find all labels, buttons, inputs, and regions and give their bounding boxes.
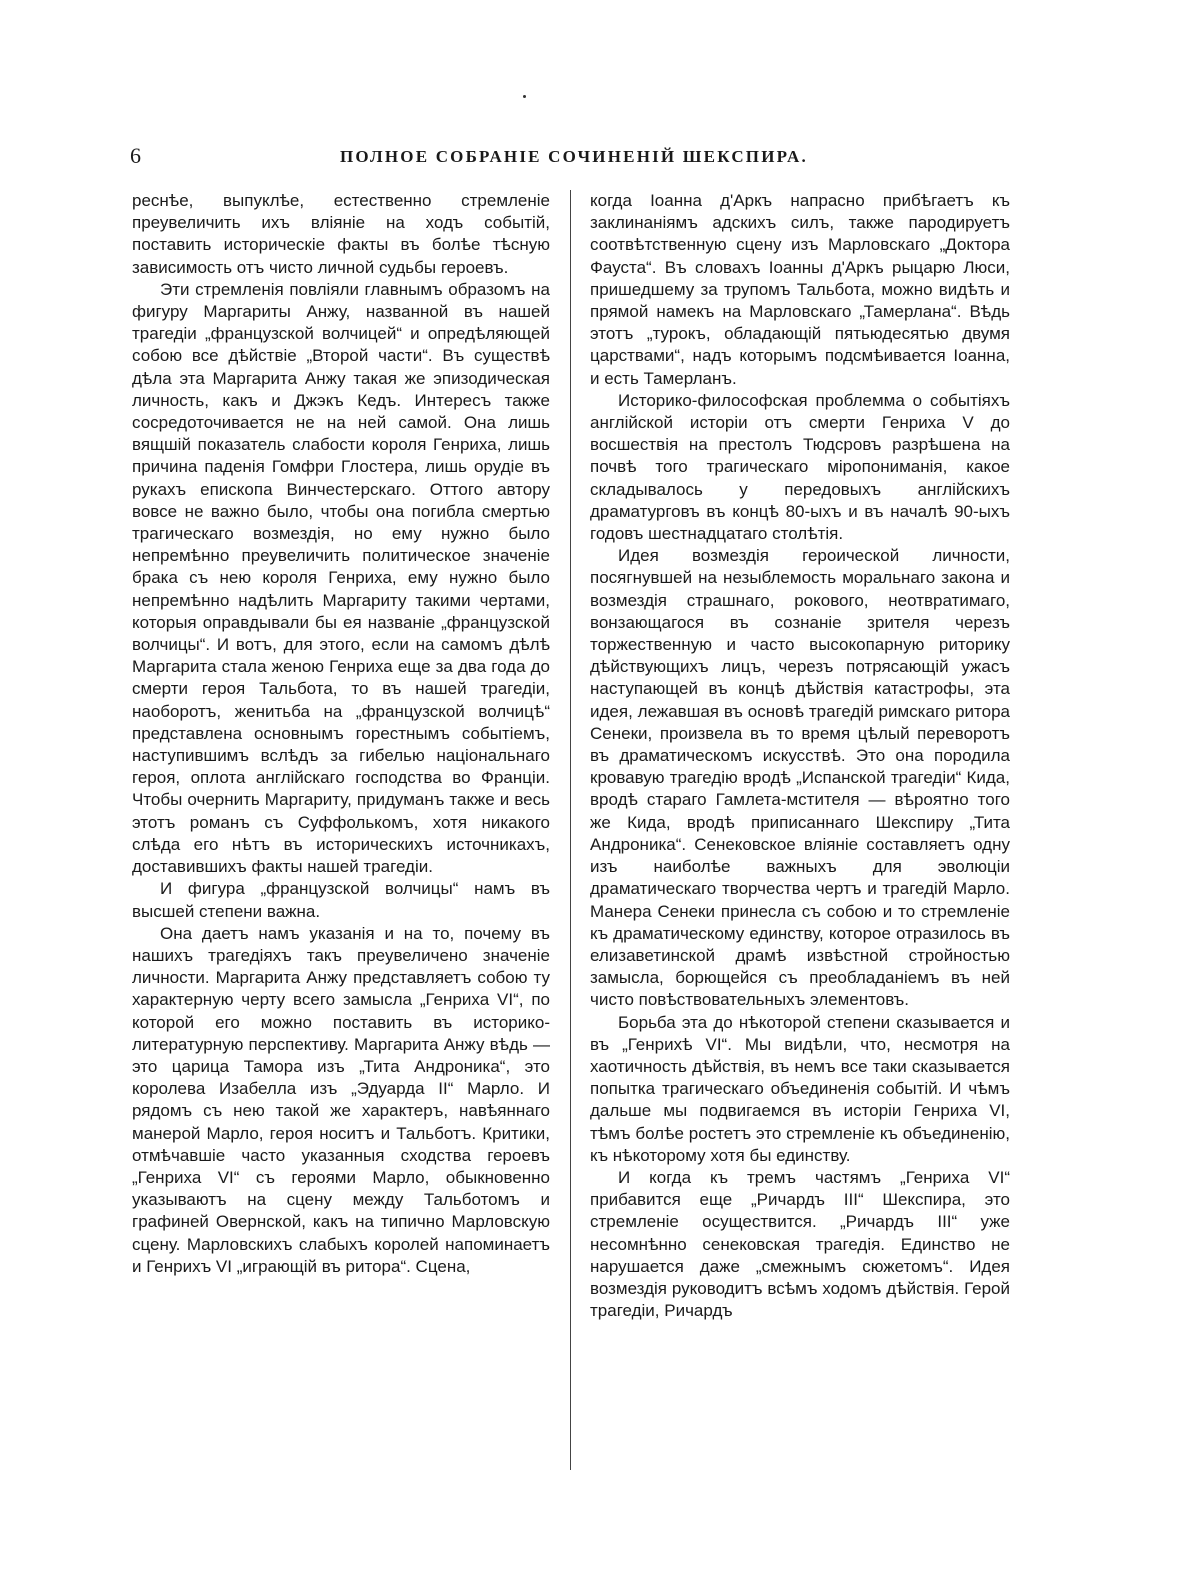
- paragraph: И фигура „французской волчицы“ намъ въ высшей степени важна.: [132, 879, 550, 921]
- left-column: [132, 190, 550, 1490]
- print-speck: [523, 95, 526, 98]
- page-number: 6: [130, 143, 141, 168]
- paragraph: Историко-философская проблемма о событіяхъ англійской исторіи отъ смерти Генриха V до восшествія на престолъ Тюдсровъ разрѣшена на почвѣ того трагическаго міропониманія, какое складывалось у передовыхъ англійскихъ драматурговъ въ концѣ 80-ыхъ и въ началѣ 90-ыхъ годовъ шестнадцатаго столѣтія.: [590, 390, 1010, 544]
- paragraph: И когда къ тремъ частямъ „Генриха VI“ прибавится еще „Ричардъ III“ Шекспира, это стремленіе осуществится. „Ричардъ III“ уже несомнѣнно сенековская трагедія. Единство не нарушается даже „смежнымъ сюжетомъ“. Идея возмездія руководитъ всѣмъ ходомъ дѣйствія. Герой трагедіи, Ричардъ: [590, 1167, 1010, 1321]
- running-title: ПОЛНОЕ СОБРАНІЕ СОЧИНЕНІЙ ШЕКСПИРА.: [340, 147, 808, 166]
- paragraph: Она даетъ намъ указанія и на то, почему въ нашихъ трагедіяхъ такъ преувеличено значеніе личности. Маргарита Анжу представляетъ собою ту характерную черту всего замысла „Генриха VI“, по которой его можно поставить въ историко-литературную перспективу. Маргарита Анжу вѣдь — это царица Тамора изъ „Тита Андроника“, это королева Изабелла изъ „Эдуарда II“ Марло. И рядомъ съ нею такой же характеръ, навѣяннаго манерой Марло, героя носитъ и Тальботъ. Критики, отмѣчавшіе часто указанныя сходства героевъ „Генриха VI“ съ героями Марло, обыкновенно указываютъ на сцену между Тальботомъ и графиней Овернской, какъ на типично Марловскую сцену. Марловскихъ слабыхъ королей напоминаетъ и Генрихъ VI „играющій въ ритора“. Сцена,: [132, 923, 550, 1276]
- column-divider: [570, 190, 571, 1470]
- paragraph: Борьба эта до нѣкоторой степени сказывается и въ „Генрихѣ VI“. Мы видѣли, что, несмотря на хаотичность дѣйствія, въ немъ все таки сказывается попытка трагическаго объединенія событій. И чѣмъ дальше мы подвигаемся въ исторіи Генриха VI, тѣмъ болѣе ростетъ это стремленіе къ объединенію, къ нѣкоторому хотя бы единству.: [590, 1012, 1010, 1165]
- right-column: [590, 190, 1010, 1490]
- paragraph: реснѣе, выпуклѣе, естественно стремленіе преувеличить ихъ вліяніе на ходъ событій, поставить историческіе факты въ болѣе тѣсную зависимость отъ чисто личной судьбы героевъ.: [132, 191, 550, 277]
- page-header: [130, 143, 1010, 173]
- paragraph: Эти стремленія повліяли главнымъ образомъ на фигуру Маргариты Анжу, названной въ нашей трагедіи „французской волчицей“ и опредѣляющей собою все дѣйствіе „Второй части“. Въ существѣ дѣла эта Маргарита Анжу такая же эпизодическая личность, какъ и Джэкъ Кедъ. Интересъ также сосредоточивается не на ней самой. Она лишь вящшій показатель слабости короля Генриха, лишь причина паденія Гомфри Глостера, лишь орудіе въ рукахъ епископа Винчестерскаго. Оттого автору вовсе не важно было, чтобы она погибла смертью трагическаго возмездія, но ему нужно было непремѣнно преувеличить политическое значеніе брака съ нею короля Генриха, ему нужно было непремѣнно надѣлить Маргариту такими чертами, которыя оправдывали бы ея названіе „французской волчицы“. И вотъ, для этого, если на самомъ дѣлѣ Маргарита стала женою Генриха еще за два года до смерти героя Тальбота, то въ нашей трагедіи, наоборотъ, женитьба на „французской волчицѣ“ представлена основнымъ горестнымъ событіемъ, наступившимъ вслѣдъ за гибелью національнаго героя, оплота англійскаго господства во Франціи. Чтобы очернить Маргариту, придуманъ также и весь этотъ романъ съ Суффолькомъ, хотя никакого слѣда его нѣтъ въ историческихъ источникахъ, доставившихъ факты нашей трагедіи.: [132, 279, 550, 877]
- paragraph: когда Іоанна д'Аркъ напрасно прибѣгаетъ къ заклинаніямъ адскихъ силъ, также пародируетъ соотвѣтственную сцену изъ Марловскаго „Доктора Фауста“. Въ словахъ Іоанны д'Аркъ рыцарю Люси, пришедшему за трупомъ Тальбота, можно видѣть и прямой намекъ на Марловскаго „Тамерлана“. Вѣдь этотъ „турокъ, обладающій пятьюдесятью двумя царствами“, надъ которымъ подсмѣивается Іоанна, и есть Тамерланъ.: [590, 191, 1010, 388]
- paragraph: Идея возмездія героической личности, посягнувшей на незыблемость моральнаго закона и возмездія страшнаго, рокового, неотвратимаго, вонзающагося въ сознаніе зрителя черезъ торжественную и часто высокопарную риторику дѣйствующихъ лицъ, черезъ потрясающій ужасъ наступающей въ концѣ дѣйствія катастрофы, эта идея, лежавшая въ основѣ трагедій римскаго ритора Сенеки, произвела въ то время цѣлый переворотъ въ драматическомъ искусствѣ. Это она породила кровавую трагедію вродѣ „Испанской трагедіи“ Кида, вродѣ стараго Гамлета-мстителя — вѣроятно того же Кида, вродѣ приписаннаго Шекспиру „Тита Андроника“. Сенековское вліяніе составляетъ одну изъ наиболѣе важныхъ для эволюціи драматическаго творчества чертъ и трагедій Марло. Манера Сенеки принесла съ собою и то стремленіе къ драматическому единству, которое отразилось въ елизаветинской драмѣ извѣстной стройностью замысла, борющейся съ преобладаніемъ въ ней чисто повѣствовательныхъ элементовъ.: [590, 546, 1010, 1010]
